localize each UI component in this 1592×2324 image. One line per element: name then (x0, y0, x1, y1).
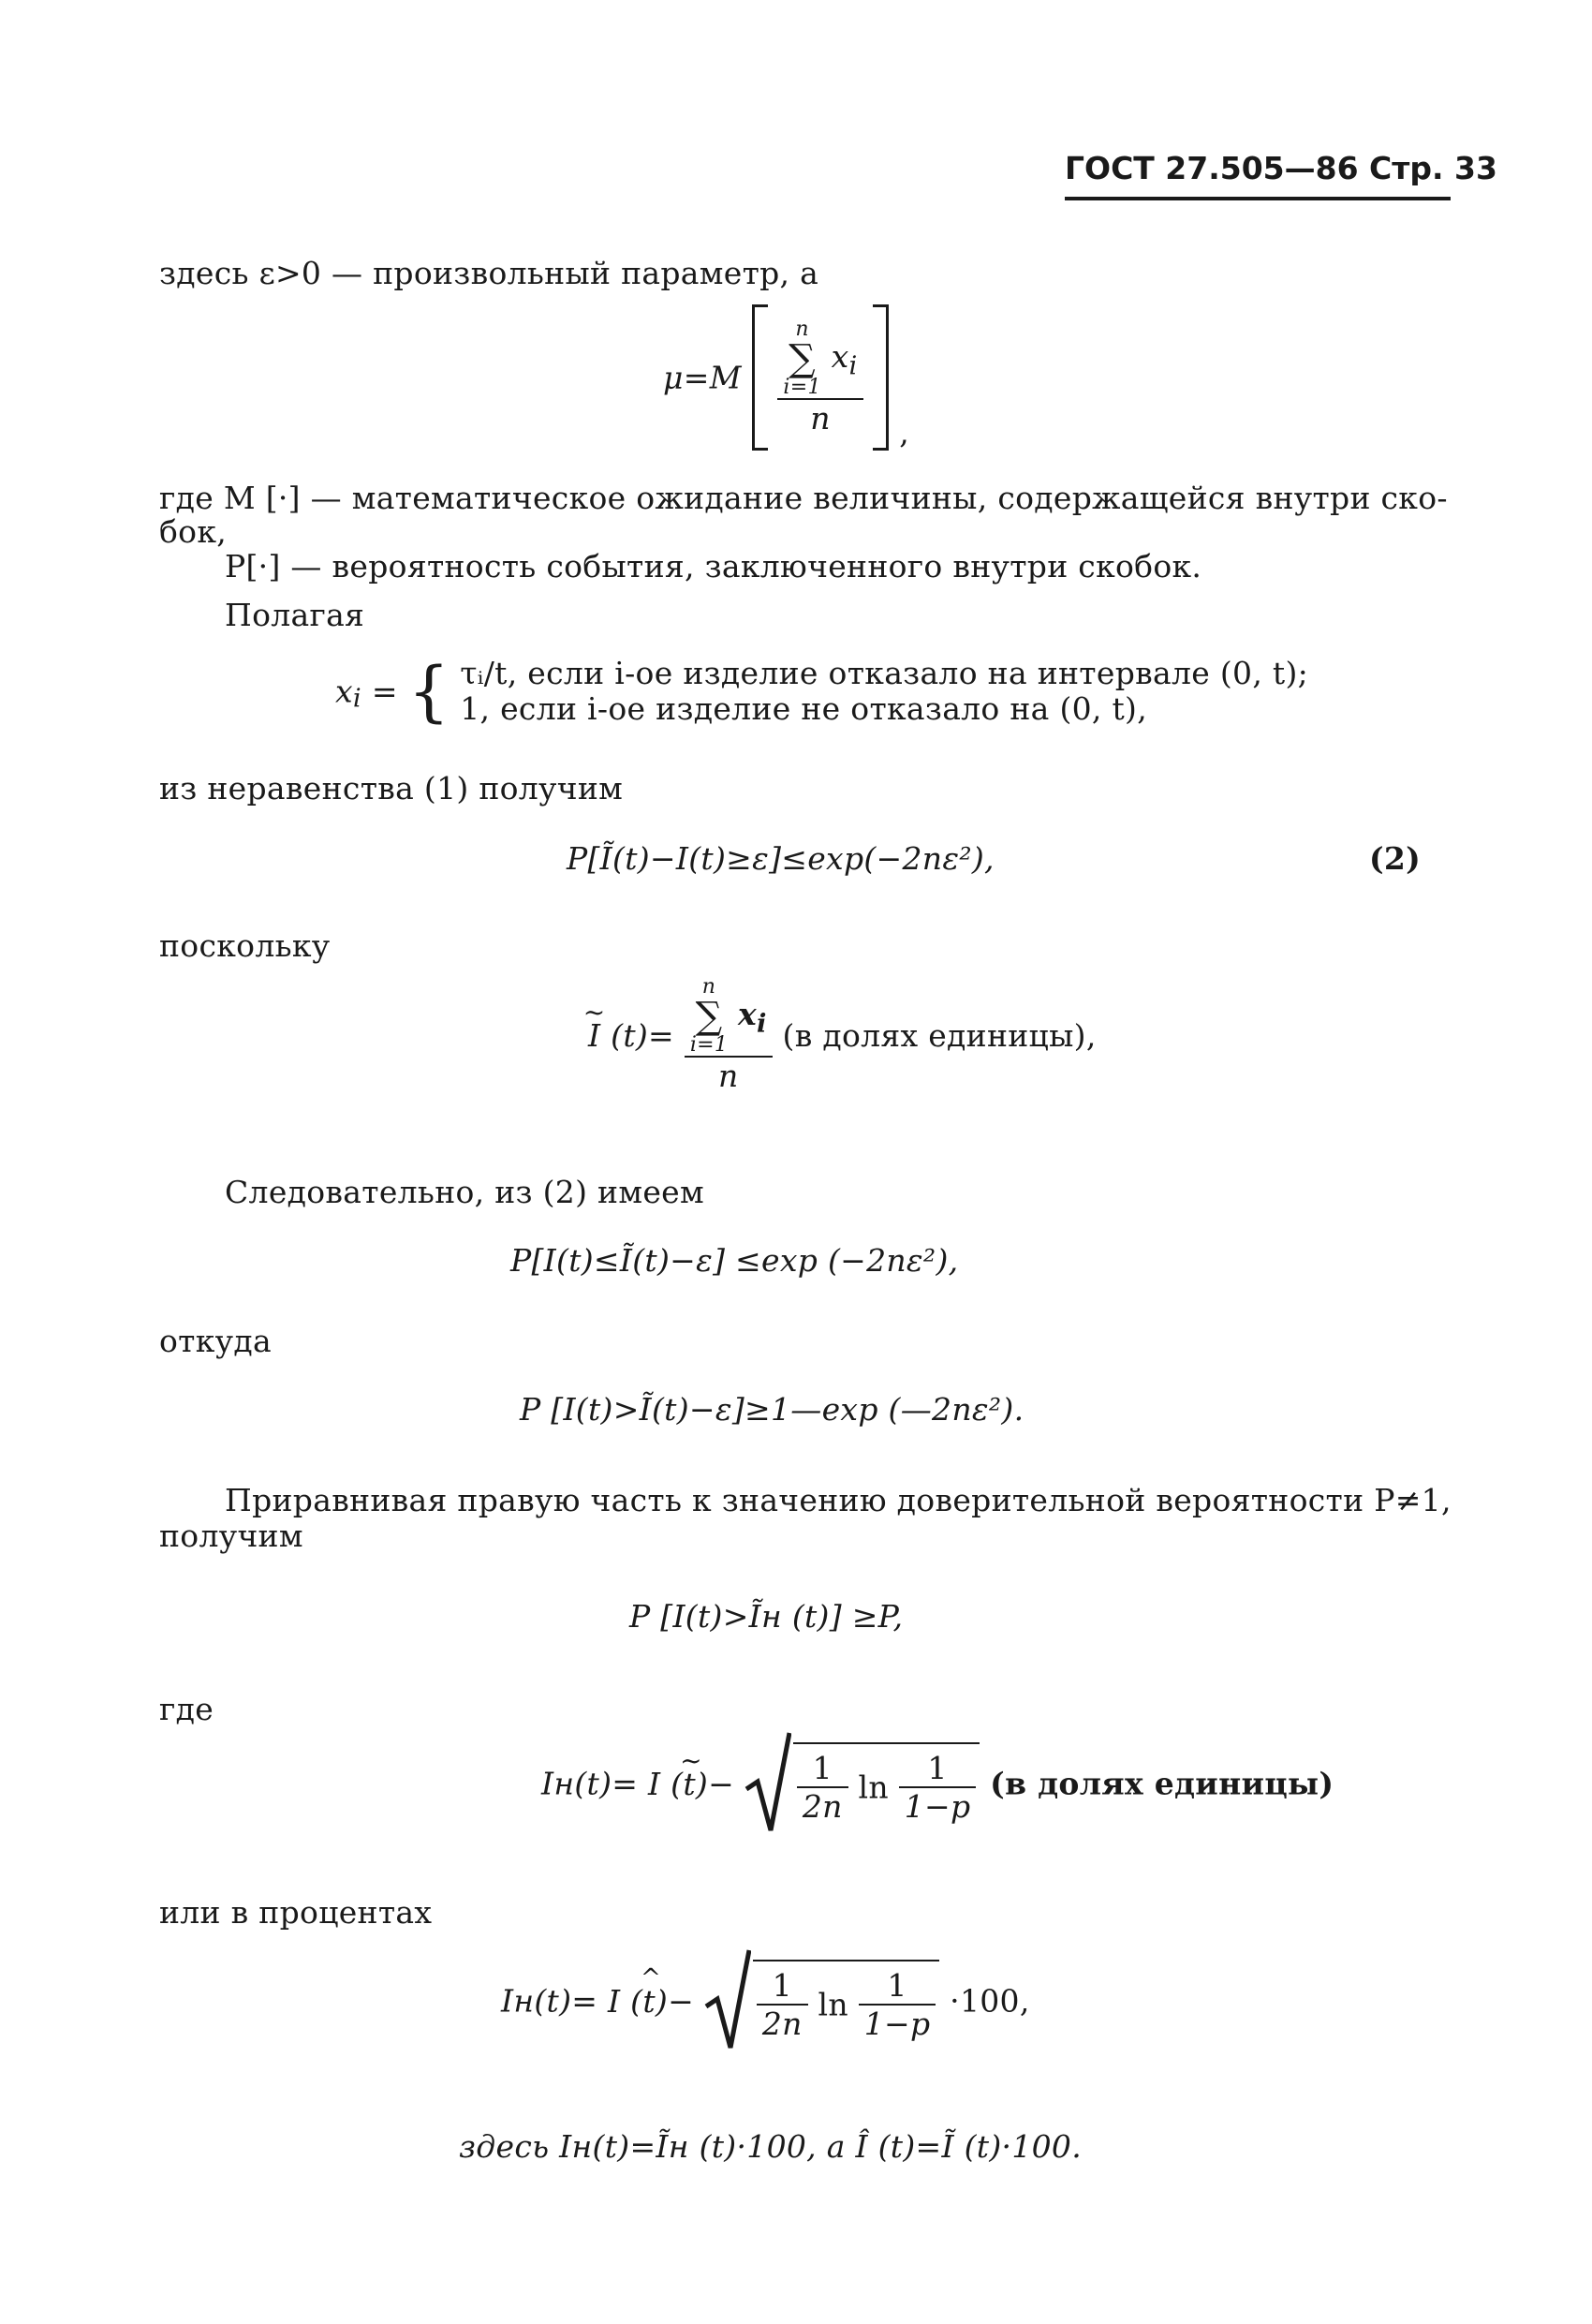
equation-6: Iн(t)= ~ I (t)− $\frac{1}{2n}$ ln $\frac{1}{1-p}$ (в долях единицы) (541, 1742, 1334, 1825)
itilde-fraction: n ∑ i=1 $x_i$ n (685, 977, 773, 1094)
mu-fraction: n ∑ i=1 $x_i$ n (777, 319, 862, 437)
equation-2-number: (2) (1369, 840, 1422, 877)
text-line-1: здесь ε>0 — произвольный параметр, а (159, 255, 819, 291)
radical-sign-icon (744, 1731, 791, 1834)
xi-case-2: 1, если i-ое изделие не отказало на (0, t), (460, 690, 1148, 727)
text-line-6: из неравенства (1) получим (159, 770, 624, 807)
mu-right-bracket (873, 304, 889, 451)
text-line-4: P[·] — вероятность события, заключенного внутри скобок. (225, 548, 1202, 585)
text-line-9: откуда (159, 1323, 272, 1359)
radical-sign-icon (704, 1948, 751, 2051)
text-line-8: Следовательно, из (2) имеем (225, 1174, 704, 1210)
text-line-3: бок, (159, 513, 228, 550)
text-line-5: Полагая (225, 597, 365, 633)
page-header: ГОСТ 27.505—86 Стр. 33 (1065, 150, 1497, 186)
equation-4: P [I(t)>Ĩ(t)−ε]≥1—exp (—2nε²). (520, 1391, 1024, 1428)
sqrt-radical-2: $\frac{1}{2n}$ ln $\frac{1}{1-p}$ (704, 1960, 940, 2042)
text-line-13: или в процентах (159, 1894, 433, 1931)
equation-7: Iн(t)= ^ I (t)− $\frac{1}{2n}$ ln $\frac{1}{1-p}$ ·100, (501, 1960, 1030, 2042)
text-line-7: поскольку (159, 927, 331, 964)
mu-lhs: μ=M (663, 359, 742, 396)
text-line-10: Приравнивая правую часть к значению доверительной вероятности P≠1, (225, 1482, 1452, 1518)
xi-definition: $x_i$ = { τᵢ/t, если i-ое изделие отказало на интервале (0, t); 1, если i-ое изделие не отказало на (0, t), (335, 653, 1309, 730)
header-rule (1065, 197, 1451, 200)
left-brace: { (407, 653, 450, 730)
equation-5: P [I(t)>Ĩн (t)] ≥P, (629, 1598, 904, 1635)
text-line-12: где (159, 1691, 214, 1727)
text-line-2: где M [·] — математическое ожидание величины, содержащейся внутри ско- (159, 480, 1448, 516)
xi-case-1: τᵢ/t, если i-ое изделие отказало на интервале (0, t); (460, 655, 1309, 691)
mu-left-bracket (752, 304, 768, 451)
mu-formula: μ=M n ∑ i=1 $x_i$ n , (663, 304, 909, 451)
text-line-14: здесь Iн(t)=Ĩн (t)·100, а Î (t)=Ĩ (t)·100. (459, 2128, 1082, 2165)
text-line-11: получим (159, 1517, 303, 1554)
sqrt-radical: $\frac{1}{2n}$ ln $\frac{1}{1-p}$ (744, 1742, 980, 1825)
itilde-formula: ~ I (t)= n ∑ i=1 $x_i$ n (в долях единицы), (588, 977, 1097, 1094)
sum-sign: n ∑ i=1 (783, 317, 821, 399)
equation-2: P[Ĩ(t)−I(t)≥ε]≤exp(−2nε²), (567, 840, 995, 877)
equation-3: P[I(t)≤Ĩ(t)−ε] ≤exp (−2nε²), (510, 1242, 959, 1279)
